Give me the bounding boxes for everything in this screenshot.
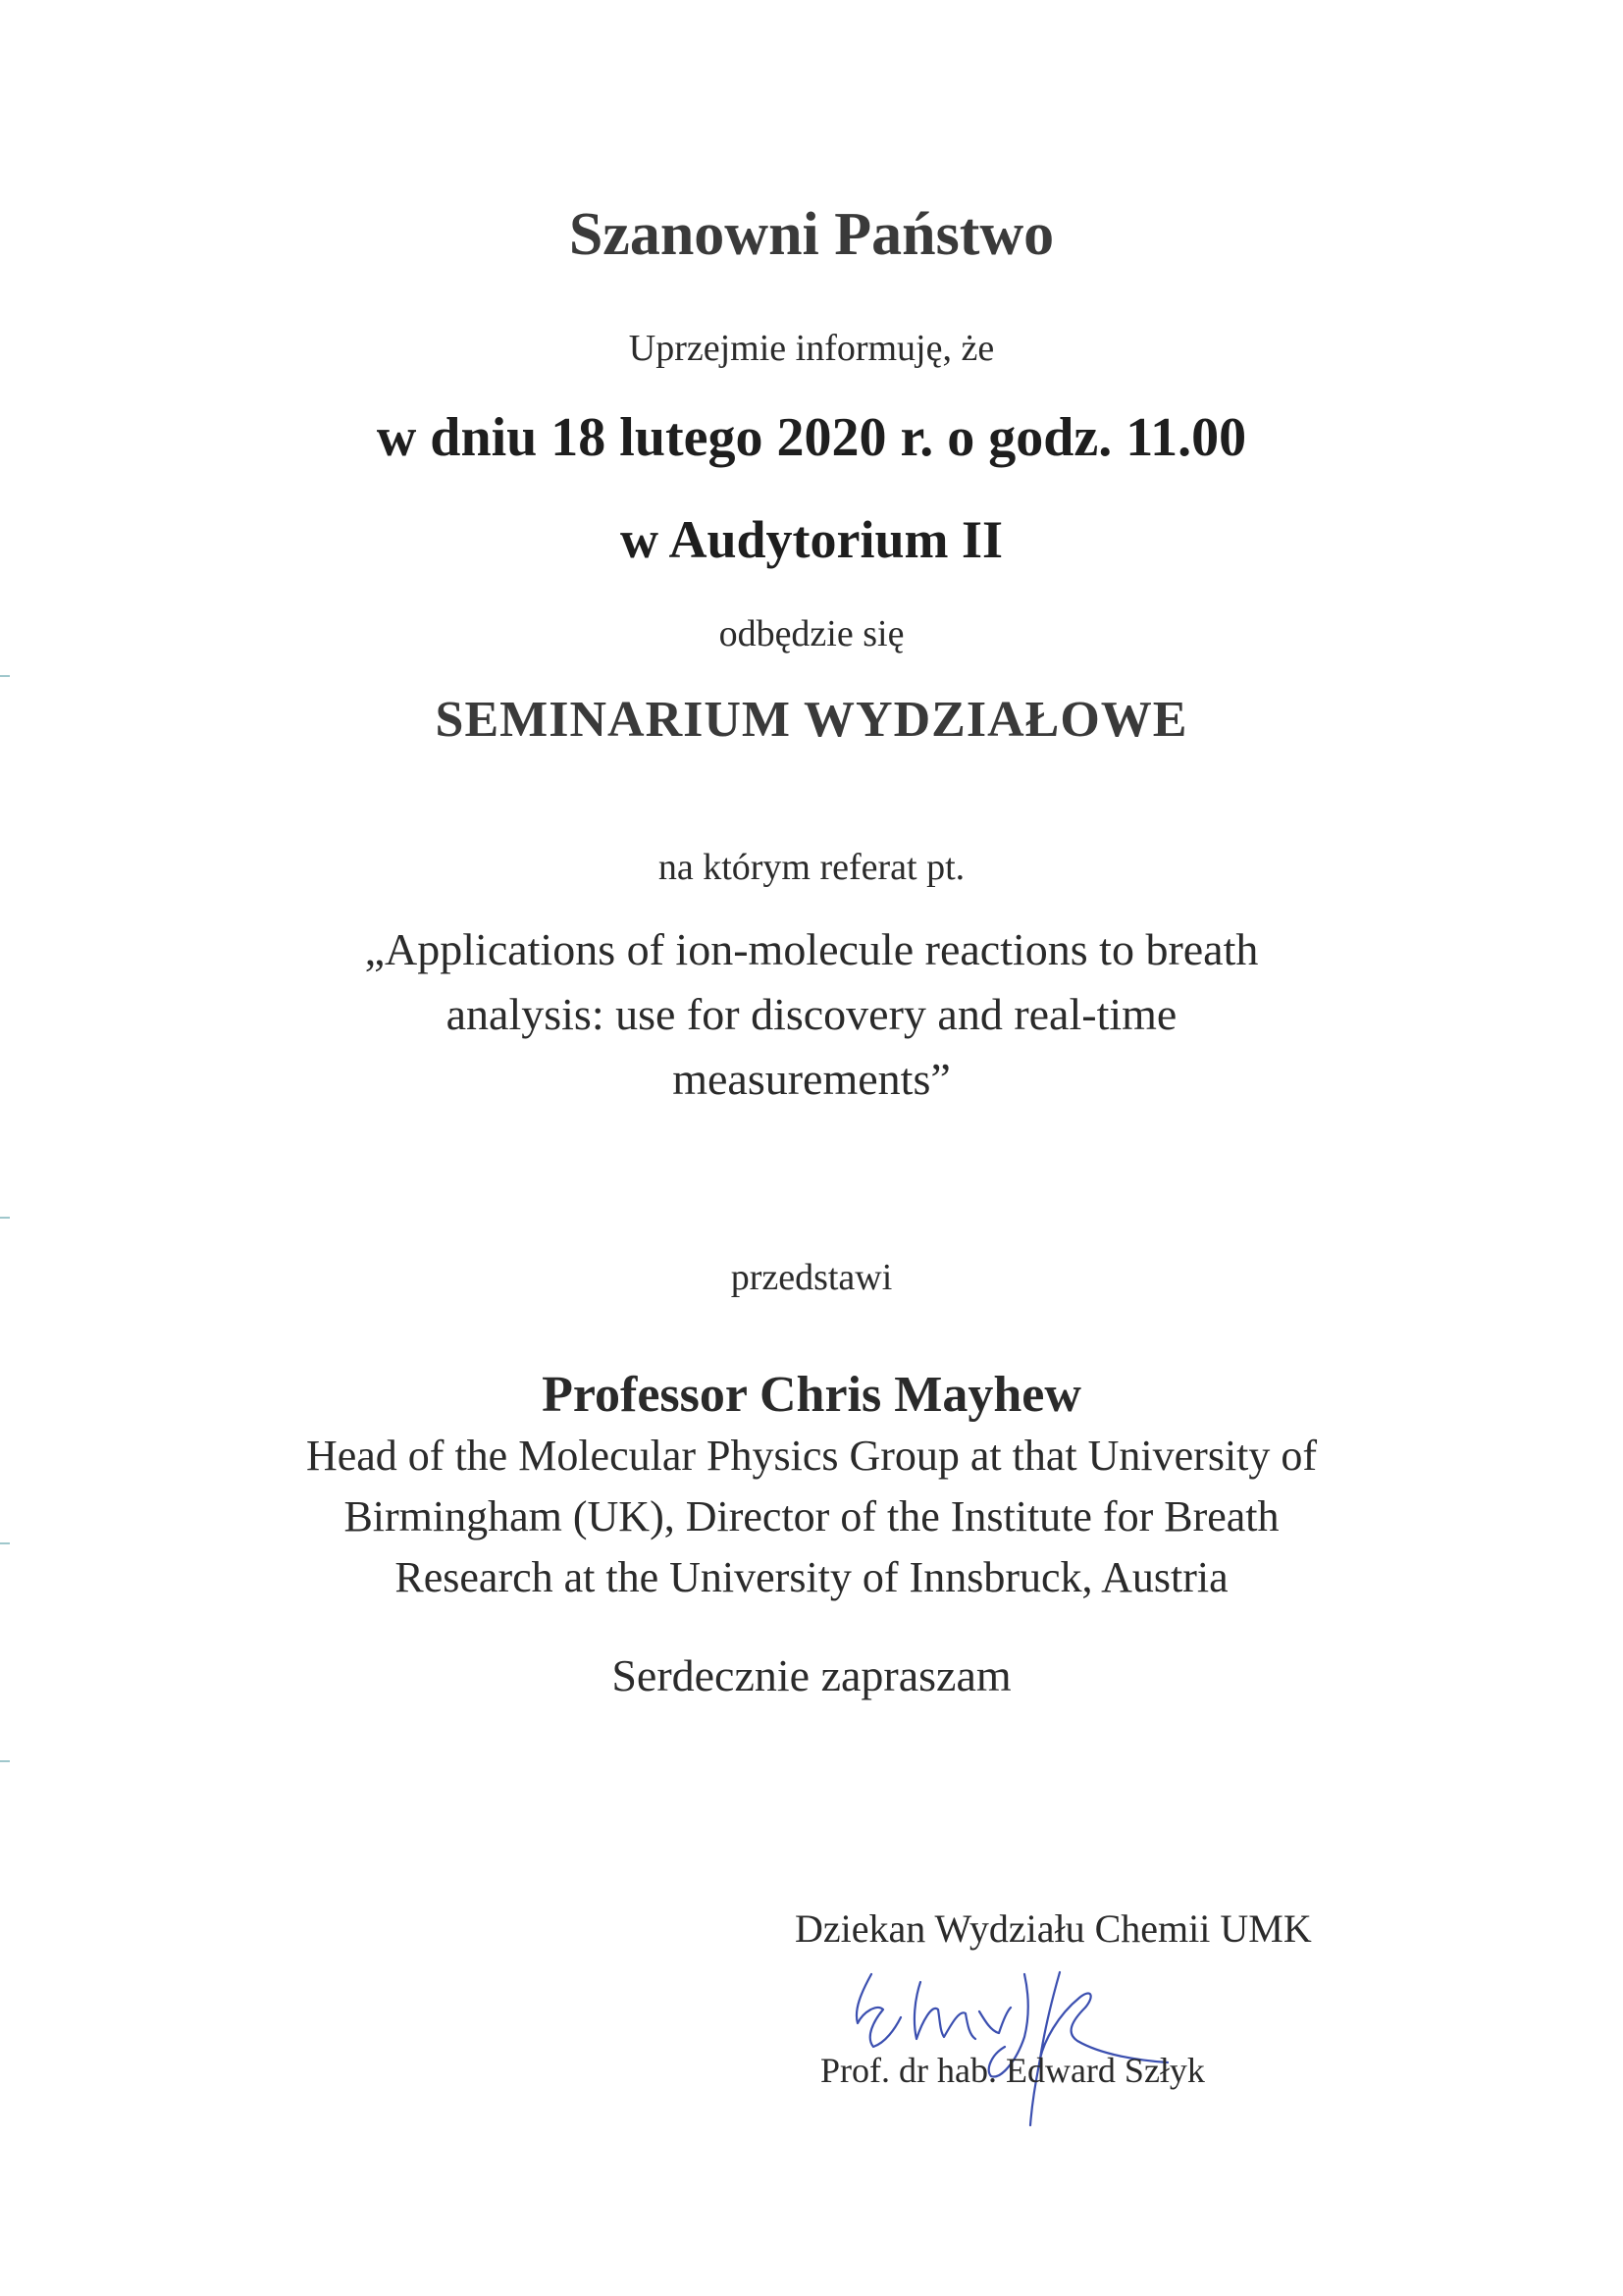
affiliation-line: Research at the University of Innsbruck, Austria: [394, 1553, 1229, 1601]
scan-edge-mark: [0, 1217, 10, 1219]
talk-intro-text: na którym referat pt.: [657, 847, 966, 888]
speaker-affiliation: [0, 1426, 1623, 1608]
presenter-intro-text: przedstawi: [730, 1257, 893, 1298]
date-line: w dniu 18 lutego 2020 r. o godz. 11.00: [376, 407, 1247, 468]
event-intro-text: odbędzie się: [718, 613, 905, 654]
speaker-name: Professor Chris Mayhew: [542, 1367, 1081, 1423]
talk-title-line: „Applications of ion-molecule reactions to breath: [364, 924, 1259, 974]
signature-strokes: [857, 1972, 1168, 2125]
affiliation-line: Head of the Molecular Physics Group at that University of: [305, 1432, 1318, 1480]
room-line: w Audytorium II: [619, 510, 1004, 569]
talk-title-line: measurements”: [672, 1054, 951, 1104]
scan-edge-mark: [0, 1760, 10, 1762]
affiliation-line: Birmingham (UK), Director of the Institute for Breath: [343, 1492, 1280, 1540]
signatory-name: Prof. dr hab. Edward Szłyk: [820, 2051, 1205, 2090]
scan-edge-mark: [0, 675, 10, 677]
talk-title-line: analysis: use for discovery and real-time: [445, 989, 1178, 1039]
greeting-heading: Szanowni Państwo: [568, 201, 1055, 268]
event-name-heading: SEMINARIUM WYDZIAŁOWE: [435, 692, 1188, 748]
dean-title: Dziekan Wydziału Chemii UMK: [795, 1906, 1312, 1951]
talk-title: [0, 917, 1623, 1112]
handwritten-signature: [844, 1953, 1354, 2129]
closing-text: Serdecznie zapraszam: [611, 1650, 1012, 1700]
intro-text: Uprzejmie informuję, że: [628, 328, 995, 369]
